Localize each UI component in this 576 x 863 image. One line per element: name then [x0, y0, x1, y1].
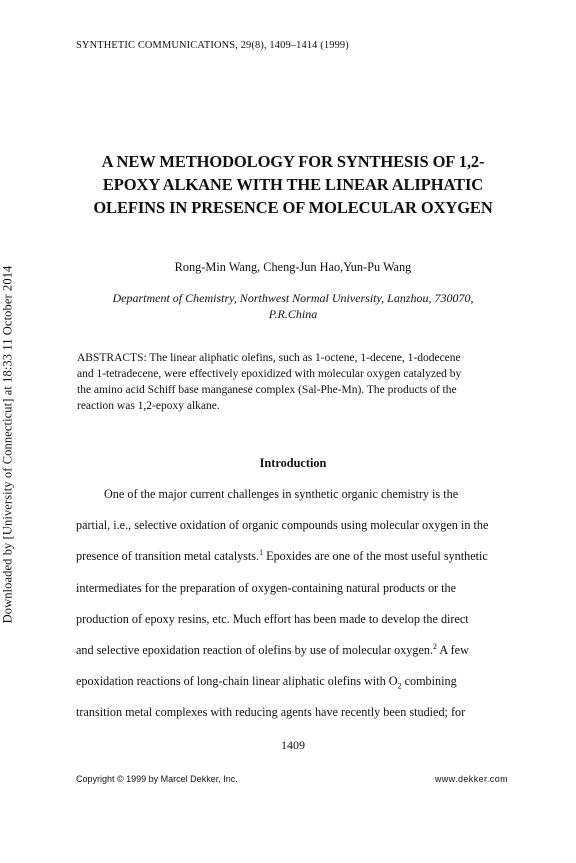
abstract-line: ABSTRACTS: The linear aliphatic olefins, such as 1-octene, 1-decene, 1-dodecene — [77, 352, 461, 364]
subscript: 2 — [397, 681, 402, 691]
body-text — [76, 484, 509, 734]
authors: Rong-Min Wang, Cheng-Jun Hao,Yun-Pu Wang — [174, 260, 412, 274]
abstract-line: reaction was 1,2-epoxy alkane. — [77, 400, 220, 412]
body-line: One of the major current challenges in synthetic organic chemistry is the — [104, 487, 459, 501]
title-line: OLEFINS IN PRESENCE OF MOLECULAR OXYGEN — [93, 198, 493, 217]
body-text-fragment: Epoxides are one of the most useful synthetic — [263, 549, 488, 564]
body-text-fragment: presence of transition metal catalysts. — [76, 549, 260, 564]
abstract-line: the amino acid Schiff base manganese complex (Sal-Phe-Mn). The products of the — [77, 384, 457, 396]
affiliation — [60, 290, 526, 322]
title-line: EPOXY ALKANE WITH THE LINEAR ALIPHATIC — [102, 175, 484, 194]
publisher-website: www.dekker.com — [434, 774, 508, 784]
running-head: SYNTHETIC COMMUNICATIONS, 29(8), 1409–1414 (1999) — [76, 40, 349, 51]
article-title — [60, 150, 526, 219]
body-line: partial, i.e., selective oxidation of organic compounds using molecular oxygen in the — [76, 518, 489, 533]
body-line: transition metal complexes with reducing agents have recently been studied; for — [76, 705, 466, 720]
affiliation-line: Department of Chemistry, Northwest Normal University, Lanzhou, 730070, — [112, 291, 474, 305]
body-line: production of epoxy resins, etc. Much effort has been made to develop the direct — [76, 611, 469, 626]
abstract-line: and 1-tetradecene, were effectively epoxidized with molecular oxygen catalyzed by — [77, 368, 462, 380]
affiliation-line: P.R.China — [268, 307, 318, 321]
section-heading: Introduction — [259, 456, 327, 470]
body-text-fragment: A few — [437, 642, 469, 657]
body-line — [76, 640, 509, 671]
body-line: intermediates for the preparation of oxygen-containing natural products or the — [76, 580, 457, 595]
page-number: 1409 — [281, 738, 305, 752]
body-line — [76, 546, 509, 577]
reference-marker: 2 — [433, 641, 438, 651]
body-line — [76, 671, 509, 702]
title-line: A NEW METHODOLOGY FOR SYNTHESIS OF 1,2- — [101, 152, 485, 171]
abstract — [77, 350, 509, 414]
copyright-notice: Copyright © 1999 by Marcel Dekker, Inc. — [76, 774, 238, 784]
body-text-fragment: and selective epoxidation reaction of olefins by use of molecular oxygen. — [76, 642, 434, 657]
reference-marker: 1 — [259, 548, 264, 558]
body-text-fragment: epoxidation reactions of long-chain linear aliphatic olefins with O — [76, 674, 398, 689]
download-watermark: Downloaded by [University of Connecticut] at 18:33 11 October 2014 — [0, 265, 15, 624]
body-text-fragment: combining — [401, 674, 457, 689]
